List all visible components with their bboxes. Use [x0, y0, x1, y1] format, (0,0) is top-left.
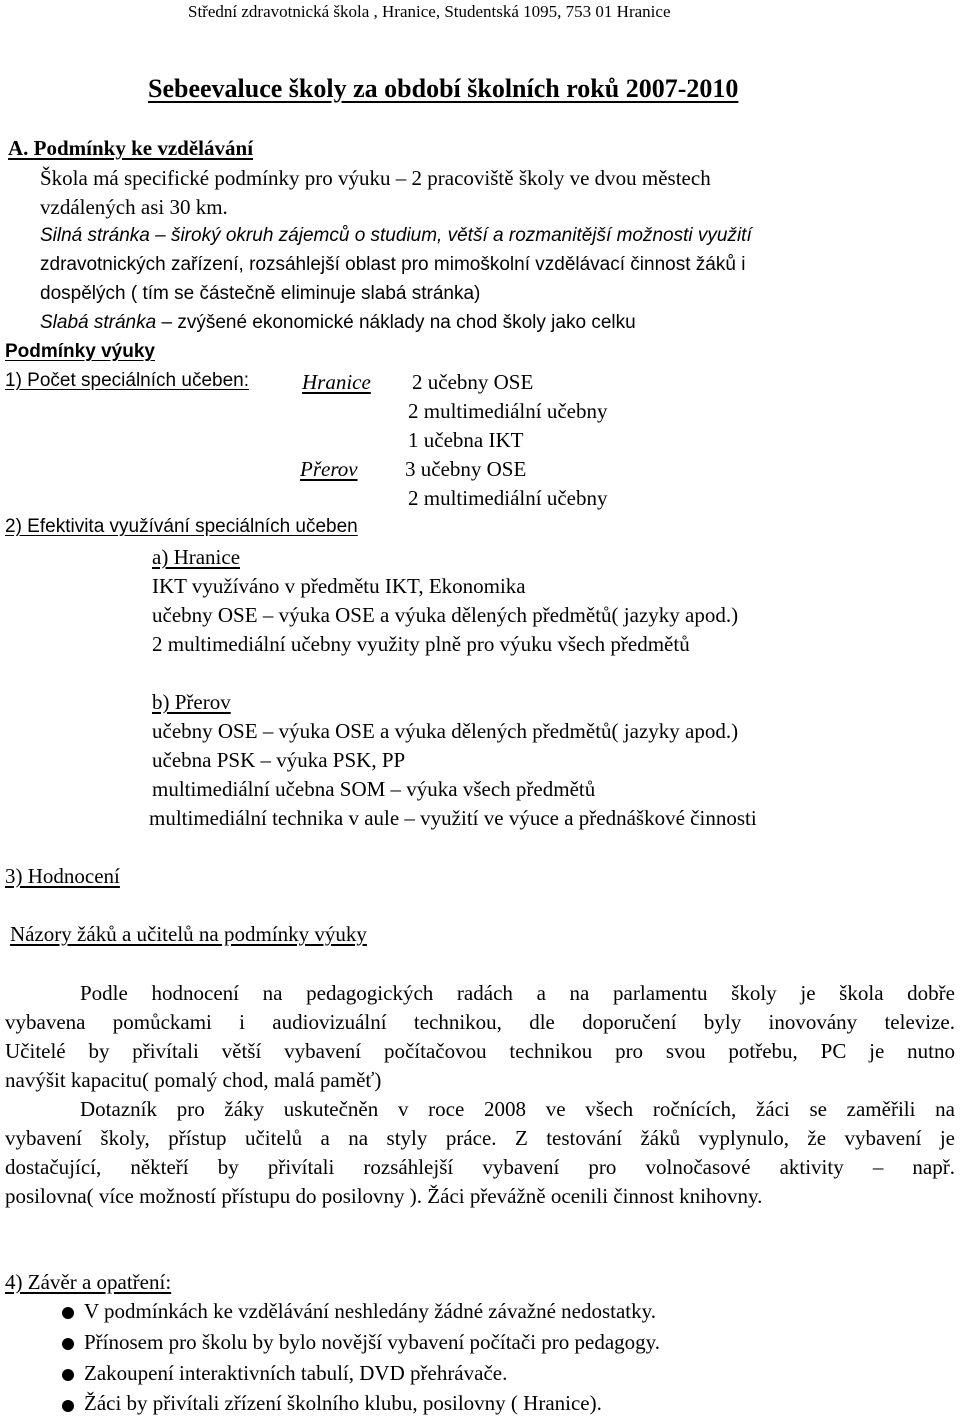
paragraph-2-line-3: dostačující, někteří by přivítali rozsáhlejší vybavení pro volnočasové aktivity – např.: [5, 1155, 955, 1179]
paragraph-1-line-1: Podle hodnocení na pedagogických radách a na parlamentu školy je škola dobře: [80, 981, 955, 1005]
prerov-item-2: 2 multimediální učebny: [408, 486, 608, 510]
prerov-usage-1: učebny OSE – výuka OSE a výuka dělených předmětů( jazyky apod.): [152, 719, 739, 743]
prerov-usage-4: multimediální technika v aule – využití ve výuce a přednáškové činnosti: [149, 806, 757, 830]
bullet-icon: [62, 1400, 74, 1412]
conclusion-item-1: V podmínkách ke vzdělávání neshledány žádné závažné nedostatky.: [84, 1299, 657, 1323]
hranice-usage-1: IKT využíváno v předmětu IKT, Ekonomika: [152, 574, 526, 598]
section-a-heading: A. Podmínky ke vzdělávání: [8, 136, 254, 160]
podminky-heading: Podmínky výuky: [5, 341, 155, 362]
strong-side-line-3: dospělých ( tím se částečně eliminuje slabá stránka): [40, 283, 481, 304]
section-a-intro-1: Škola má specifické podmínky pro výuku – 2 pracoviště školy ve dvou městech: [40, 166, 711, 190]
section-a-intro-2: vzdálených asi 30 km.: [40, 195, 228, 219]
item1-label: 1) Počet speciálních učeben:: [5, 370, 249, 391]
hranice-item-2: 2 multimediální učebny: [408, 399, 608, 423]
conclusion-item-2: Přínosem pro školu by bylo novější vybavení počítači pro pedagogy.: [84, 1330, 661, 1354]
weak-side-label: Slabá stránka: [40, 312, 157, 333]
hranice-usage-2: učebny OSE – výuka OSE a výuka dělených předmětů( jazyky apod.): [152, 603, 739, 627]
hranice-item-3: 1 učebna IKT: [408, 428, 524, 452]
paragraph-2-line-1: Dotazník pro žáky uskutečněn v roce 2008 ve všech ročnících, žáci se zaměřili na: [80, 1097, 955, 1121]
bullet-icon: [62, 1338, 74, 1350]
prerov-usage-3: multimediální učebna SOM – výuka všech předmětů: [152, 777, 596, 801]
prerov-subheading: b) Přerov: [152, 690, 231, 714]
paragraph-1-line-2: vybavena pomůckami i audiovizuální technikou, dle doporučení byly inovovány televize.: [5, 1010, 955, 1034]
bullet-icon: [62, 1307, 74, 1319]
conclusion-item-4: Žáci by přivítali zřízení školního klubu, posilovny ( Hranice).: [84, 1391, 602, 1415]
item3-label: 3) Hodnocení: [5, 864, 120, 888]
strong-side-line-1: Silná stránka – široký okruh zájemců o studium, větší a rozmanitější možnosti využití: [40, 225, 752, 246]
prerov-usage-2: učebna PSK – výuka PSK, PP: [152, 748, 406, 772]
paragraph-1-line-4: navýšit kapacitu( pomalý chod, malá paměť): [5, 1068, 382, 1092]
page-header: Střední zdravotnická škola , Hranice, Studentská 1095, 753 01 Hranice: [188, 2, 671, 21]
bullet-icon: [62, 1369, 74, 1381]
prerov-item-1: 3 učebny OSE: [405, 457, 527, 481]
paragraph-1-line-3: Učitelé by přivítali větší vybavení počítačovou technikou pro svou potřebu, PC je nutno: [5, 1039, 955, 1063]
weak-side-text: – zvýšené ekonomické náklady na chod školy jako celku: [161, 312, 636, 333]
prerov-label: Přerov: [300, 457, 358, 481]
opinions-heading: Názory žáků a učitelů na podmínky výuky: [10, 922, 367, 946]
conclusion-heading: 4) Závěr a opatření:: [5, 1270, 172, 1294]
document-title: Sebeevaluce školy za období školních roků 2007-2010: [148, 74, 739, 103]
strong-side-line-2: zdravotnických zařízení, rozsáhlejší oblast pro mimoškolní vzdělávací činnost žáků i: [40, 254, 746, 275]
hranice-label: Hranice: [302, 370, 371, 394]
conclusion-item-3: Zakoupení interaktivních tabulí, DVD přehrávače.: [84, 1361, 508, 1385]
item2-label: 2) Efektivita využívání speciálních učeben: [5, 516, 358, 537]
hranice-usage-3: 2 multimediální učebny využity plně pro výuku všech předmětů: [152, 632, 690, 656]
paragraph-2-line-2: vybavení školy, přístup učitelů a na styly práce. Z testování žáků vyplynulo, že vybavení je: [5, 1126, 955, 1150]
paragraph-2-line-4: posilovna( více možností přístupu do posilovny ). Žáci převážně ocenili činnost knihovny.: [5, 1184, 763, 1208]
hranice-item-1: 2 učebny OSE: [412, 370, 534, 394]
hranice-subheading: a) Hranice: [152, 545, 241, 569]
weak-side-line: [40, 312, 636, 334]
